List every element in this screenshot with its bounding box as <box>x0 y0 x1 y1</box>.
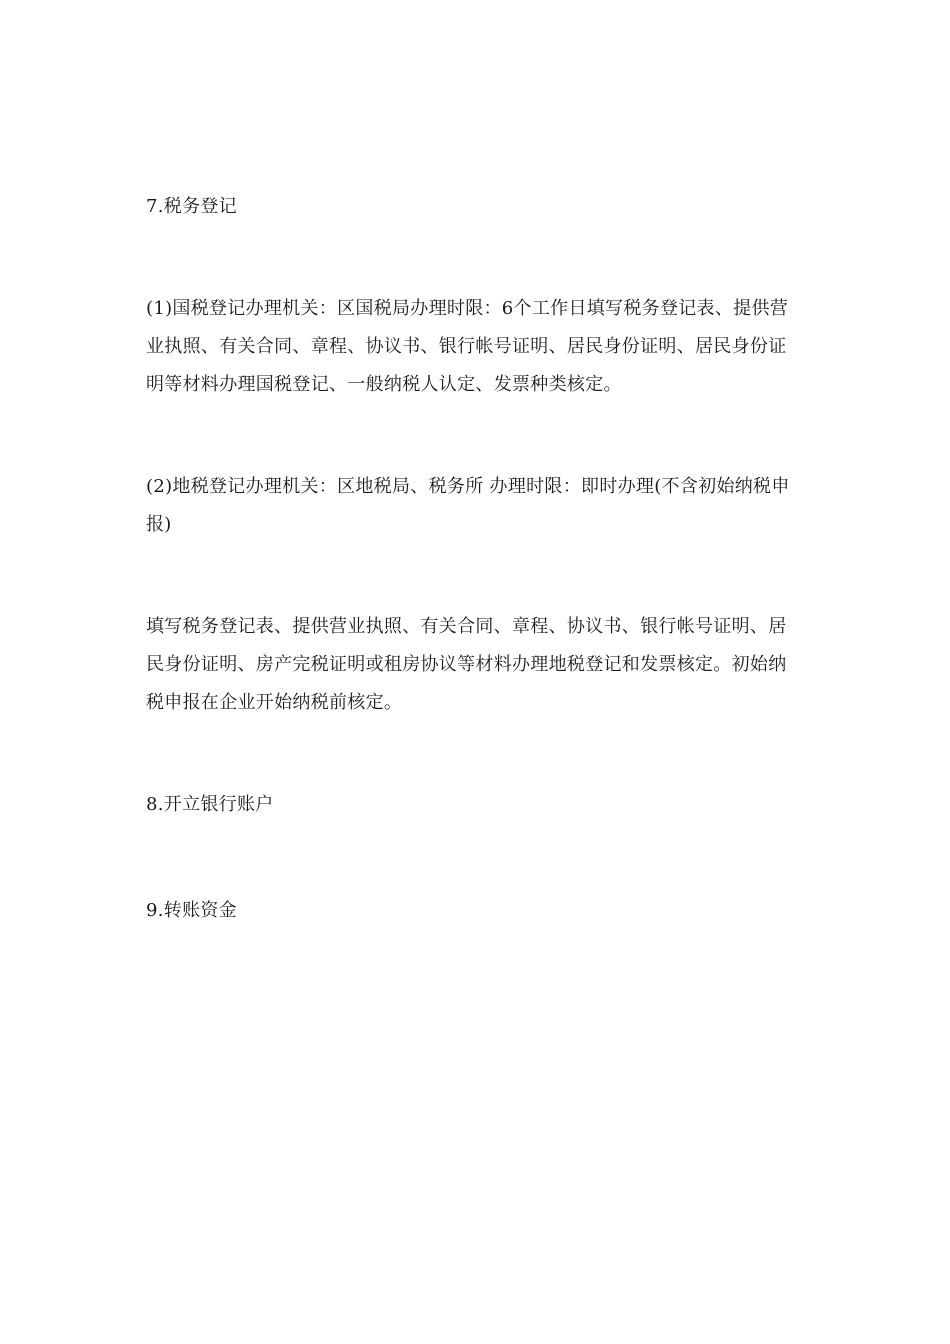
paragraph-national-tax-registration: (1)国税登记办理机关：区国税局办理时限：6个工作日填写税务登记表、提供营业执照、有关合同、章程、协议书、银行帐号证明、居民身份证明、居民身份证明等材料办理国税登记、一般纳税人认定、发票种类核定。 <box>146 298 789 395</box>
section-heading-transfer-funds: 9.转账资金 <box>146 900 237 921</box>
section-heading-tax-registration: 7.税务登记 <box>146 196 237 217</box>
section-heading-open-bank-account: 8.开立银行账户 <box>146 794 274 815</box>
paragraph-local-tax-registration: (2)地税登记办理机关：区地税局、税务所 办理时限：即时办理(不含初始纳税申报) <box>146 476 790 535</box>
paragraph-local-tax-materials: 填写税务登记表、提供营业执照、有关合同、章程、协议书、银行帐号证明、居民身份证明、房产完税证明或租房协议等材料办理地税登记和发票核定。初始纳税申报在企业开始纳税前核定。 <box>146 616 787 713</box>
